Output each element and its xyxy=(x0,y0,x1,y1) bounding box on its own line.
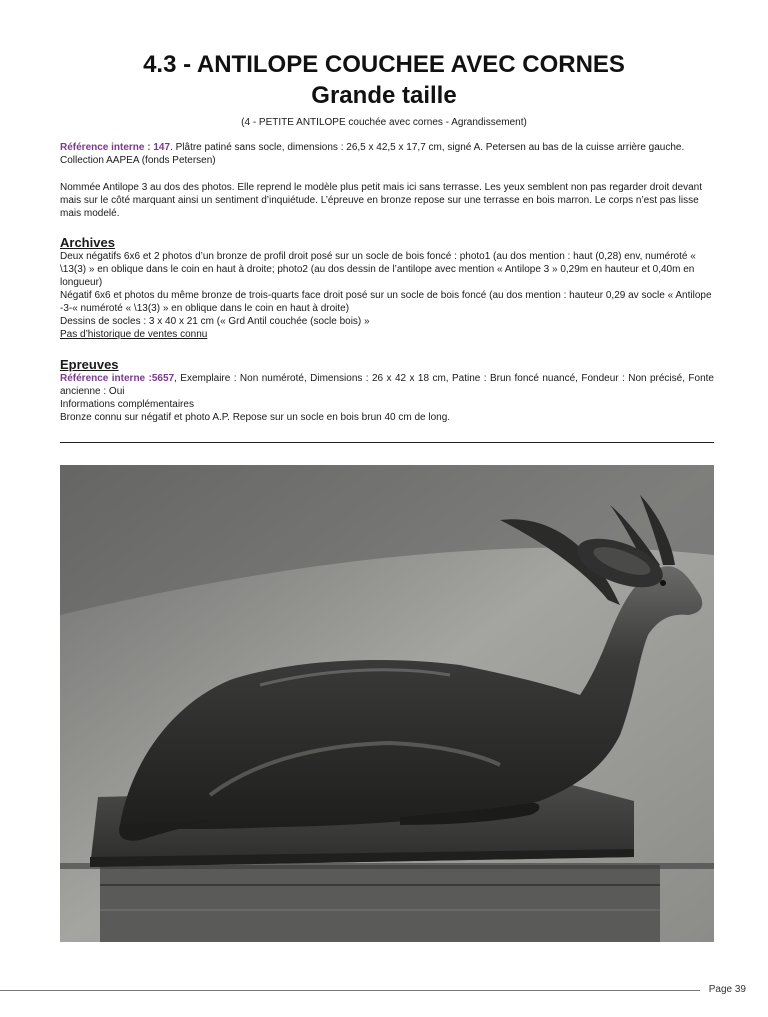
intro-reference xyxy=(60,141,714,154)
epreuves-reference xyxy=(60,372,714,398)
footer-divider xyxy=(0,990,700,991)
reference-label: Référence interne : 147 xyxy=(60,142,171,153)
description-text: Nommée Antilope 3 au dos des photos. Elle reprend le modèle plus petit mais ici sans terrasse. Les yeux semblent non pas regarder droit devant mais sur le côté marquant ainsi un sentiment d’inquiétude. L’épreuve en bronze repose sur une terrasse en bois marron. Le corps n’est pas lisse mais modelé. xyxy=(60,182,703,219)
sales-history: Pas d’historique de ventes connu xyxy=(60,329,208,340)
page-subtitle: Grande taille xyxy=(311,82,457,109)
archives-heading: Archives xyxy=(60,235,115,250)
archives-block xyxy=(60,250,714,341)
reference-text: . Plâtre patiné sans socle, dimensions : 26,5 x 42,5 x 17,7 cm, signé A. Petersen au bas de la cuisse arrière gauche. xyxy=(170,142,685,153)
archives-line: Négatif 6x6 et photos du même bronze de trois-quarts face droit posé sur un socle de bois foncé (au dos mention : hauteur 0,29 av socle « Antilope -3-« numéroté « \13(3) » en oblique dans le coin en haut à droite) xyxy=(60,290,712,314)
collection-line: Collection AAPEA (fonds Petersen) xyxy=(60,155,216,166)
intro-block xyxy=(60,141,714,167)
epreuves-heading: Epreuves xyxy=(60,357,119,372)
page-title: 4.3 - ANTILOPE COUCHEE AVEC CORNES xyxy=(143,51,625,78)
description xyxy=(60,181,714,220)
epreuves-reference-text: , Exemplaire : Non numéroté, Dimensions : 26 x 42 x 18 cm, Patine : Brun foncé nuancé, Fondeur : Non précisé, Fonte ancienne : Oui xyxy=(60,373,714,397)
epreuves-reference-label: Référence interne :5657 xyxy=(60,373,175,384)
antelope-photo xyxy=(60,465,714,942)
title-note: (4 - PETITE ANTILOPE couchée avec cornes - Agrandissement) xyxy=(241,117,527,128)
archives-line: Deux négatifs 6x6 et 2 photos d’un bronze de profil droit posé sur un socle de bois foncé : photo1 (au dos mention : haut (0,28) env, numéroté « \13(3) » en oblique dans le coin en haut à droite; photo2 (au dos dessin de l’antilope avec mention « Antilope 3 » 0,29m en hauteur et 0,40m en longueur) xyxy=(60,251,696,288)
epreuves-block xyxy=(60,372,714,424)
page-number: Page 39 xyxy=(708,984,746,995)
section-divider xyxy=(60,442,714,443)
archives-line: Dessins de socles : 3 x 40 x 21 cm (« Grd Antil couchée (socle bois) » xyxy=(60,316,370,327)
info-text: Bronze connu sur négatif et photo A.P. Repose sur un socle en bois brun 40 cm de long. xyxy=(60,412,451,423)
info-label: Informations complémentaires xyxy=(60,399,194,410)
